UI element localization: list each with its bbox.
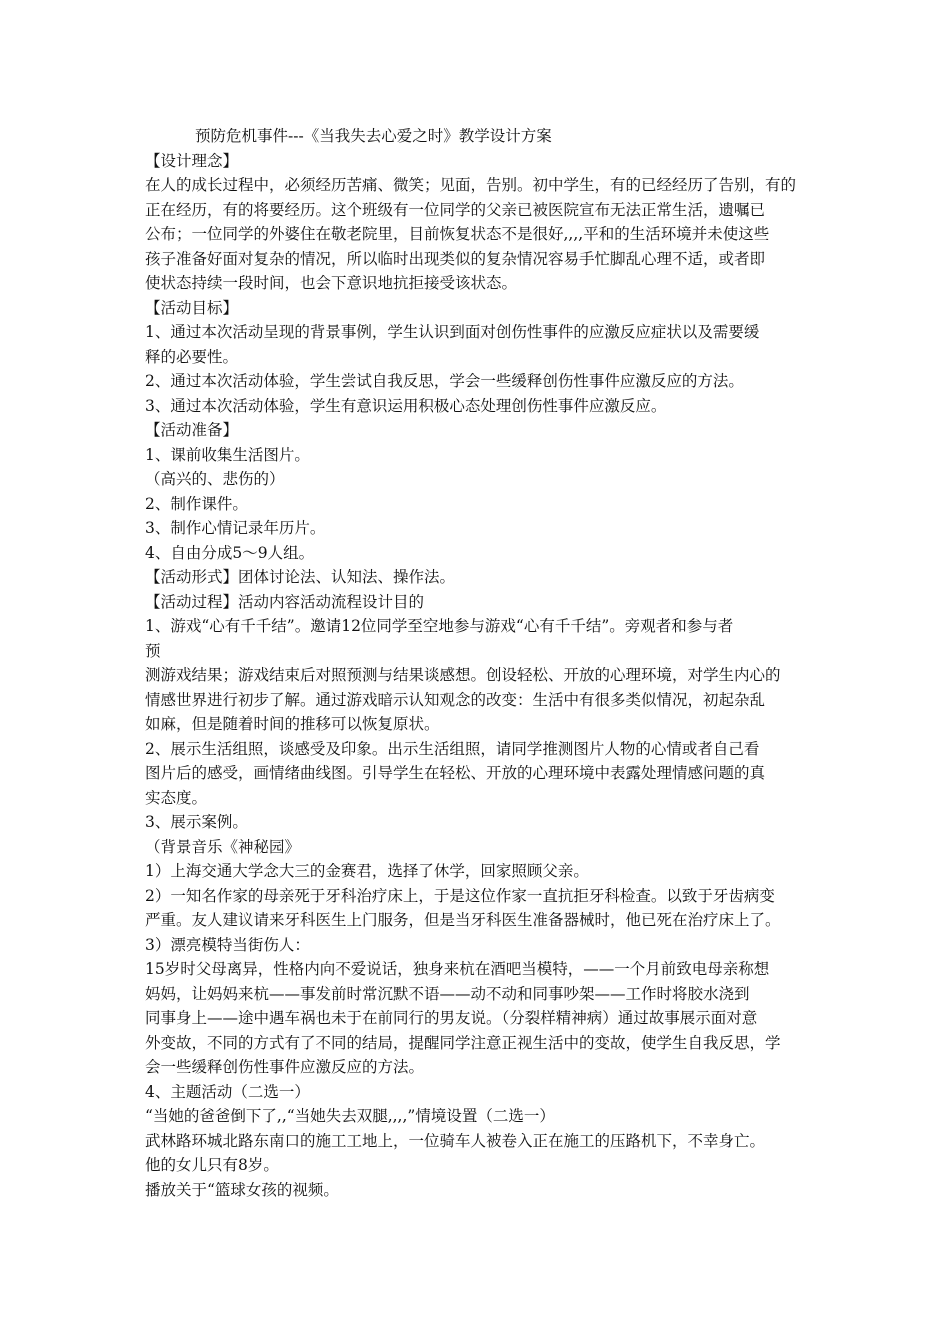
document-line: 情感世界进行初步了解。通过游戏暗示认知观念的改变：生活中有很多类似情况，初起杂乱 xyxy=(145,690,766,709)
document-line: 正在经历，有的将要经历。这个班级有一位同学的父亲已被医院宣布无法正常生活，遗嘱已 xyxy=(145,200,766,219)
document-line: 2、通过本次活动体验，学生尝试自我反思，学会一些缓释创伤性事件应激反应的方法。 xyxy=(145,372,744,390)
document-line: 1、游戏“心有千千结”。邀请12位同学至空地参与游戏“心有千千结”。旁观者和参与者 xyxy=(145,617,734,635)
document-line: 孩子准备好面对复杂的情况，所以临时出现类似的复杂情况容易手忙脚乱心理不适，或者即 xyxy=(145,249,766,268)
document-line: 2）一知名作家的母亲死于牙科治疗床上，于是这位作家一直抗拒牙科检查。以致于牙齿病变 xyxy=(145,886,775,905)
document-line: 【活动准备】 xyxy=(145,421,239,439)
document-line: 【活动目标】 xyxy=(145,298,239,317)
document-line: 图片后的感受，画情绪曲线图。引导学生在轻松、开放的心理环境中表露处理情感问题的真 xyxy=(145,764,766,782)
document-line: 3、制作心情记录年历片。 xyxy=(145,519,326,537)
document-page xyxy=(145,124,815,1202)
document-line: 如麻，但是随着时间的推移可以恢复原状。 xyxy=(145,715,440,733)
document-line: 使状态持续一段时间，也会下意识地抗拒接受该状态。 xyxy=(145,274,518,292)
document-line: 释的必要性。 xyxy=(145,347,239,366)
document-line: 严重。友人建议请来牙科医生上门服务，但是当牙科医生准备器械时，他已死在治疗床上了。 xyxy=(145,911,781,929)
document-line: 3）漂亮模特当街伤人： xyxy=(145,935,310,954)
document-line: 测游戏结果；游戏结束后对照预测与结果谈感想。创设轻松、开放的心理环境，对学生内心的 xyxy=(145,666,781,684)
document-line: （高兴的、悲伤的） xyxy=(145,470,285,488)
document-line: 播放关于“篮球女孩的视频。 xyxy=(145,1180,339,1199)
document-line: 外变故，不同的方式有了不同的结局，提醒同学注意正视生活中的变故，使学生自我反思，学 xyxy=(145,1033,781,1052)
document-line: 会一些缓释创伤性事件应激反应的方法。 xyxy=(145,1058,425,1076)
document-line: 妈妈，让妈妈来杭——事发前时常沉默不语——动不动和同事吵架——工作时将胶水浇到 xyxy=(145,984,750,1003)
document-line: 同事身上——途中遇车祸也未于在前同行的男友说。（分裂样精神病）通过故事展示面对意 xyxy=(145,1009,758,1027)
document-line: 2、制作课件。 xyxy=(145,494,248,513)
document-line: 1、课前收集生活图片。 xyxy=(145,445,310,464)
document-line: 【活动过程】活动内容活动流程设计目的 xyxy=(145,592,425,611)
document-line: 15岁时父母离异，性格内向不爱说话，独身来杭在酒吧当模特，——一个月前致电母亲称想 xyxy=(145,960,770,978)
document-line: 2、展示生活组照，谈感受及印象。出示生活组照，请同学推测图片人物的心情或者自己看 xyxy=(145,739,760,758)
document-line: 3、展示案例。 xyxy=(145,813,248,831)
document-line: 武林路环城北路东南口的施工工地上，一位骑车人被卷入正在施工的压路机下，不幸身亡。 xyxy=(145,1131,766,1150)
document-line: 1）上海交通大学念大三的金赛君，选择了休学，回家照顾父亲。 xyxy=(145,862,589,880)
document-line: 预 xyxy=(145,641,161,660)
document-line: 他的女儿只有8岁。 xyxy=(145,1156,279,1174)
document-line: 4、主题活动（二选一） xyxy=(145,1082,310,1101)
document-line: 4、自由分成5～9人组。 xyxy=(145,543,315,562)
document-line: 1、通过本次活动呈现的背景事例，学生认识到面对创伤性事件的应激反应症状以及需要缓 xyxy=(145,323,760,341)
document-line: 【设计理念】 xyxy=(145,151,239,170)
document-body xyxy=(145,149,815,1203)
document-line: （背景音乐《神秘园》 xyxy=(145,837,301,856)
document-line: “当她的爸爸倒下了,,“当她失去双腿,,,,”情境设置（二选一） xyxy=(145,1107,555,1125)
document-line: 【活动形式】团体讨论法、认知法、操作法。 xyxy=(145,568,456,586)
document-line: 在人的成长过程中，必须经历苦痛、微笑；见面，告别。初中学生，有的已经经历了告别，有的 xyxy=(145,176,797,194)
document-line: 3、通过本次活动体验，学生有意识运用积极心态处理创伤性事件应激反应。 xyxy=(145,396,667,415)
document-line: 公布；一位同学的外婆住在敬老院里，目前恢复状态不是很好,,,,平和的生活环境并未使这些 xyxy=(145,225,770,243)
document-line: 实态度。 xyxy=(145,788,208,807)
document-title: 预防危机事件---《当我失去心爱之时》教学设计方案 xyxy=(195,127,552,145)
